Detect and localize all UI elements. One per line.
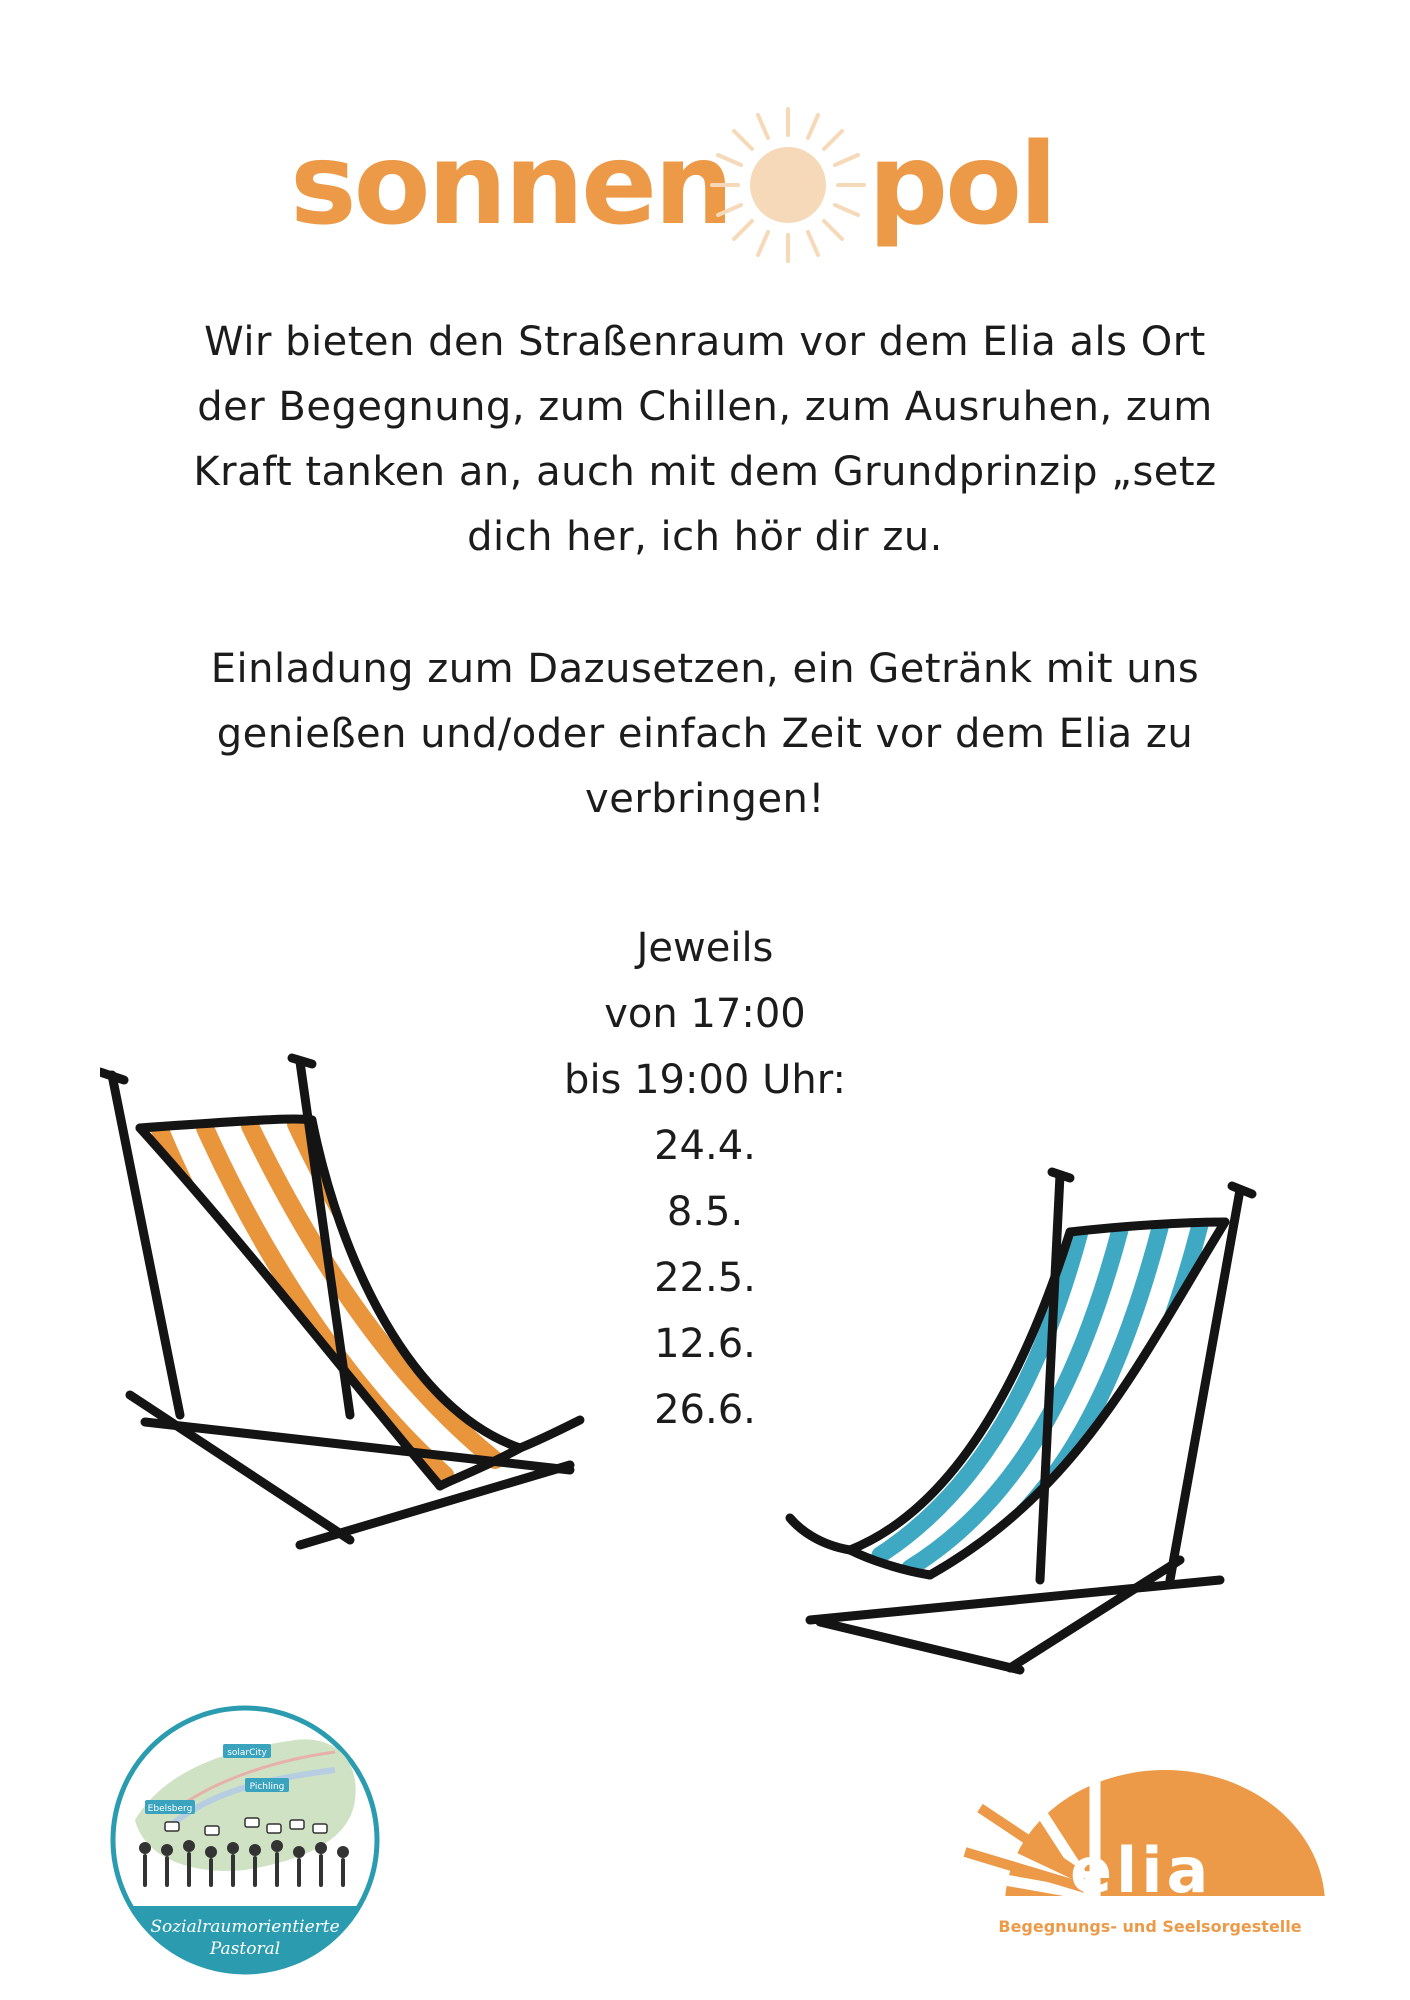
invitation-paragraph bbox=[110, 637, 1300, 832]
badge-caption-line: Sozialraumorientierte bbox=[150, 1917, 340, 1937]
sozialraum-pastoral-badge bbox=[105, 1700, 385, 1980]
invite-line: verbringen! bbox=[585, 776, 825, 822]
map-label-tag bbox=[145, 1800, 195, 1814]
intro-line: Kraft tanken an, auch mit dem Grundprinzip „setz bbox=[193, 449, 1217, 495]
sonnenpol-logo bbox=[270, 105, 1130, 295]
schedule-time-to: bis 19:00 Uhr: bbox=[564, 1057, 846, 1103]
intro-line: dich her, ich hör dir zu. bbox=[467, 514, 943, 560]
map-label-tag bbox=[223, 1744, 271, 1758]
svg-text:solarCity: solarCity bbox=[227, 1748, 267, 1758]
intro-line: Wir bieten den Straßenraum vor dem Elia als Ort bbox=[204, 319, 1206, 365]
elia-logo bbox=[960, 1760, 1340, 1960]
invite-line: genießen und/oder einfach Zeit vor dem Elia zu bbox=[216, 711, 1194, 757]
sun-icon bbox=[712, 109, 864, 261]
intro-line: der Begegnung, zum Chillen, zum Ausruhen, zum bbox=[197, 384, 1213, 430]
orange-deck-chair-illustration bbox=[100, 1050, 590, 1580]
schedule-date: 26.6. bbox=[654, 1387, 756, 1433]
map-label-tag bbox=[245, 1778, 289, 1792]
schedule-time-from: von 17:00 bbox=[604, 991, 806, 1037]
badge-caption-line: Pastoral bbox=[209, 1939, 281, 1959]
schedule-heading: Jeweils bbox=[636, 925, 774, 971]
schedule-date: 12.6. bbox=[654, 1321, 756, 1367]
schedule-date: 24.4. bbox=[654, 1123, 756, 1169]
elia-tagline: Begegnungs- und Seelsorgestelle bbox=[998, 1917, 1302, 1936]
intro-paragraph bbox=[110, 310, 1300, 570]
logo-word-right: pol bbox=[868, 120, 1055, 250]
elia-wordmark: elia bbox=[1070, 1834, 1213, 1907]
svg-text:Ebelsberg: Ebelsberg bbox=[147, 1804, 193, 1814]
schedule-date: 8.5. bbox=[666, 1189, 744, 1235]
blue-deck-chair-illustration bbox=[780, 1160, 1260, 1680]
svg-text:Pichling: Pichling bbox=[249, 1782, 285, 1792]
logo-word-left: sonnen bbox=[290, 120, 731, 250]
invite-line: Einladung zum Dazusetzen, ein Getränk mit uns bbox=[210, 646, 1200, 692]
schedule-date: 22.5. bbox=[654, 1255, 756, 1301]
